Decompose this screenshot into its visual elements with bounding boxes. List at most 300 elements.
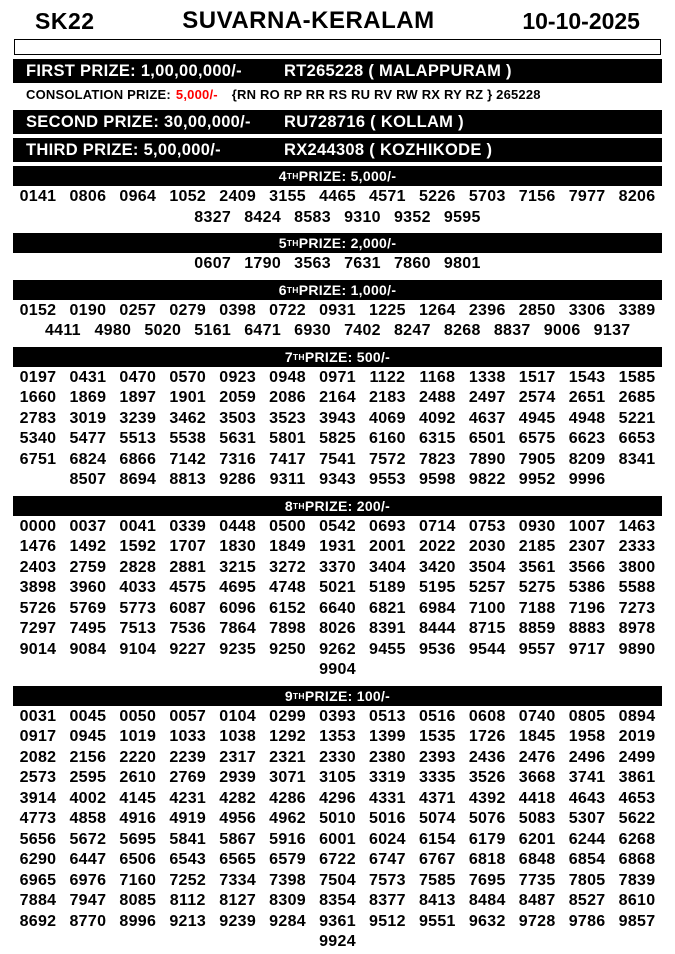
prize-number: 0740: [518, 707, 556, 725]
prize-number: 5010: [319, 810, 356, 827]
prize-number: 0393: [319, 707, 356, 725]
prize-ordinal: 4: [278, 168, 287, 184]
prize-number: 7890: [468, 450, 506, 468]
prize-number: 6506: [119, 851, 157, 868]
prize-number: 7823: [418, 450, 456, 468]
prize-number: 1019: [119, 728, 157, 745]
prize-number: 0542: [319, 517, 356, 535]
prize-number: 0500: [269, 517, 306, 535]
prize-number: 8247: [393, 322, 431, 339]
prize-number: 1492: [69, 538, 107, 555]
prize-number: 7316: [219, 450, 257, 468]
prize-number: 2317: [219, 748, 257, 766]
prize-number: 4695: [219, 579, 257, 596]
prize-title-rest: PRIZE: 5,000/-: [298, 168, 397, 184]
prize-number: 3370: [319, 558, 356, 576]
seventh-prize-numbers: [13, 367, 662, 492]
prize-number: 2059: [219, 389, 257, 406]
sixth-prize-section: [13, 280, 662, 343]
prize-number: 5513: [119, 430, 157, 447]
prize-number: 6447: [69, 851, 107, 868]
prize-number: 3239: [119, 409, 157, 427]
prize-title-rest: PRIZE: 100/-: [304, 687, 391, 704]
prize-number: 1463: [618, 517, 656, 535]
prize-number: 3462: [169, 409, 207, 427]
prize-number: 4571: [369, 188, 406, 205]
prize-number: 5083: [518, 810, 556, 827]
prize-number: 6579: [269, 851, 306, 868]
prize-number: 5801: [269, 430, 306, 447]
prize-number: 0339: [169, 517, 207, 535]
prize-number: 7572: [369, 450, 406, 468]
prize-number: 9904: [319, 661, 356, 678]
prize-number: 1168: [419, 368, 456, 386]
prize-number: 8883: [568, 620, 606, 637]
prize-number: 1038: [219, 728, 257, 745]
prize-number: 9262: [319, 640, 356, 658]
lottery-name: SUVARNA-KERALAM: [182, 7, 435, 34]
prize-number: 3960: [69, 579, 107, 596]
prize-number: 8112: [169, 892, 206, 909]
prize-number: 1707: [169, 538, 207, 555]
prize-number: 3800: [618, 558, 656, 576]
prize-number: 6154: [418, 830, 456, 848]
prize-number: 3526: [468, 769, 506, 786]
second-prize-bar: [13, 110, 662, 134]
prize-number: 2436: [468, 748, 506, 766]
prize-number: 4418: [518, 789, 556, 807]
prize-number: 6001: [319, 830, 356, 848]
prize-number: 0971: [319, 368, 356, 386]
prize-number: 6575: [518, 430, 556, 447]
prize-number: 0722: [269, 301, 306, 319]
prize-number: 2022: [418, 538, 456, 555]
prize-number: 9284: [269, 912, 306, 930]
prize-number: 4916: [119, 810, 157, 827]
prize-number: 2156: [69, 748, 107, 766]
prize-number: 4773: [19, 810, 57, 827]
prize-number: 2685: [618, 389, 656, 406]
prize-number: 5477: [69, 430, 107, 447]
third-prize-label: THIRD PRIZE: 5,00,000/-: [26, 140, 221, 159]
prize-number: 7100: [468, 599, 506, 617]
third-prize-bar: [13, 138, 662, 162]
prize-number: 0448: [219, 517, 257, 535]
prize-number: 3155: [269, 188, 306, 205]
prize-number: 7188: [518, 599, 556, 617]
ninth-prize-header: 9 TH PRIZE: 100/-: [13, 686, 662, 706]
prize-number: 6471: [244, 322, 282, 339]
prize-number: 6818: [468, 851, 506, 868]
prize-number: 2488: [418, 389, 456, 406]
prize-number: 1052: [169, 188, 207, 205]
prize-number: 6024: [369, 830, 406, 848]
prize-number: 7977: [568, 188, 606, 205]
seventh-prize-section: [13, 347, 662, 492]
prize-number: 9924: [319, 933, 356, 950]
prize-number: 1790: [244, 255, 282, 272]
prize-number: 7864: [219, 620, 257, 637]
prize-number: 6965: [19, 871, 57, 889]
prize-number: 2185: [518, 538, 556, 555]
prize-number: 0513: [369, 707, 406, 725]
prize-number: 2409: [219, 188, 257, 205]
prize-number: 2497: [468, 389, 506, 406]
prize-number: 4145: [119, 789, 157, 807]
prize-number: 4331: [369, 789, 406, 807]
prize-number: 2610: [119, 769, 157, 786]
prize-number: 0104: [219, 707, 257, 725]
prize-number: 7504: [319, 871, 356, 889]
prize-number: 0714: [418, 517, 456, 535]
prize-number: 2850: [518, 301, 556, 319]
prize-number: 1399: [369, 728, 406, 745]
seventh-prize-header: 7 TH PRIZE: 500/-: [13, 347, 662, 367]
prize-number: 6543: [169, 851, 207, 868]
prize-number: 4643: [568, 789, 606, 807]
prize-number: 5825: [319, 430, 356, 447]
prize-number: 2496: [568, 748, 606, 766]
prize-number: 5773: [119, 599, 157, 617]
prize-number: 5726: [19, 599, 57, 617]
prize-number: 5275: [518, 579, 556, 596]
prize-number: 3335: [418, 769, 456, 786]
prize-number: 2239: [169, 748, 207, 766]
prize-number: 1897: [119, 389, 157, 406]
ninth-prize-section: [13, 686, 662, 954]
prize-number: 6747: [369, 851, 406, 868]
prize-number: 9343: [319, 471, 356, 488]
prize-number: 3389: [618, 301, 656, 319]
prize-number: 1592: [119, 538, 157, 555]
prize-number: 3566: [568, 558, 606, 576]
masthead: [13, 5, 662, 35]
prize-number: 7585: [418, 871, 456, 889]
prize-number: 6868: [618, 851, 656, 868]
prize-number: 3741: [568, 769, 606, 786]
prize-number: 6751: [19, 450, 57, 468]
blank-divider-box: [14, 39, 661, 55]
prize-number: 5307: [568, 810, 606, 827]
prize-number: 8327: [194, 208, 232, 226]
prize-number: 2019: [618, 728, 656, 745]
prize-number: 8978: [618, 620, 656, 637]
prize-number: 2030: [468, 538, 506, 555]
prize-number: 7735: [518, 871, 556, 889]
eighth-prize-numbers: [13, 516, 662, 682]
prize-number: 6096: [219, 599, 257, 617]
prize-number: 1901: [169, 389, 207, 406]
prize-number: 6244: [568, 830, 606, 848]
prize-number: 4945: [518, 409, 556, 427]
prize-number: 0948: [269, 368, 306, 386]
prize-number: 5588: [618, 579, 656, 596]
prize-number: 8354: [319, 892, 356, 909]
prize-number: 0894: [618, 707, 656, 725]
prize-number: 0945: [69, 728, 107, 745]
prize-number: 9286: [219, 471, 257, 488]
prize-number: 1033: [169, 728, 207, 745]
prize-number: 7402: [344, 322, 381, 339]
prize-number: 8610: [618, 892, 656, 909]
prize-number: 2573: [19, 769, 57, 786]
prize-number: 2164: [319, 389, 356, 406]
third-prize-winner: RX244308 ( KOZHIKODE ): [284, 140, 493, 159]
prize-number: 7695: [468, 871, 506, 889]
prize-number: 4002: [69, 789, 107, 807]
prize-number: 7513: [119, 620, 157, 637]
prize-number: 9822: [468, 471, 506, 488]
prize-number: 9310: [344, 208, 381, 226]
prize-number: 4748: [269, 579, 306, 596]
prize-number: 6653: [618, 430, 656, 447]
prize-number: 7252: [169, 871, 207, 889]
prize-number: 1830: [219, 538, 257, 555]
prize-number: 2082: [19, 748, 57, 766]
fourth-prize-section: [13, 166, 662, 229]
prize-number: 6201: [518, 830, 556, 848]
prize-number: 8694: [119, 471, 157, 488]
prize-number: 9551: [418, 912, 456, 930]
prize-number: 3523: [269, 409, 306, 427]
prize-number: 9595: [443, 208, 481, 226]
prize-number: 4465: [319, 188, 356, 205]
prize-number: 8996: [119, 912, 157, 930]
fifth-prize-header: 5 TH PRIZE: 2,000/-: [13, 233, 662, 253]
prize-number: 6087: [169, 599, 207, 617]
prize-number: 2086: [269, 389, 306, 406]
prize-number: 4575: [169, 579, 207, 596]
prize-number: 1264: [418, 301, 456, 319]
prize-number: 2595: [69, 769, 107, 786]
prize-number: 7573: [369, 871, 406, 889]
prize-number: 4858: [69, 810, 107, 827]
prize-number: 4282: [219, 789, 257, 807]
prize-number: 9006: [543, 322, 581, 339]
prize-number: 8715: [468, 620, 506, 637]
prize-number: 9786: [568, 912, 606, 930]
prize-number: 6152: [269, 599, 306, 617]
prize-number: 5631: [219, 430, 257, 447]
prize-number: 7196: [568, 599, 606, 617]
prize-number: 8377: [369, 892, 406, 909]
prize-number: 3272: [269, 558, 306, 576]
prize-number: 0398: [219, 301, 257, 319]
prize-number: 0000: [19, 517, 57, 535]
prize-number: 2651: [568, 389, 606, 406]
prize-number: 0608: [468, 707, 506, 725]
prize-number: 9239: [219, 912, 257, 930]
prize-number: 0279: [169, 301, 207, 319]
prize-number: 8507: [69, 471, 107, 488]
ninth-prize-numbers: [13, 706, 662, 954]
prize-number: 4980: [94, 322, 132, 339]
prize-number: 9512: [369, 912, 406, 930]
prize-ordinal: 7: [284, 348, 293, 365]
prize-number: 2393: [418, 748, 456, 766]
prize-number: 0516: [418, 707, 456, 725]
prize-number: 5195: [418, 579, 456, 596]
prize-number: 4033: [119, 579, 157, 596]
prize-number: 8424: [244, 208, 282, 226]
prize-number: 8859: [518, 620, 556, 637]
prize-number: 8583: [294, 208, 331, 226]
prize-number: 3563: [294, 255, 331, 272]
prize-number: 7398: [269, 871, 306, 889]
prize-number: 0152: [19, 301, 57, 319]
prize-number: 9952: [518, 471, 556, 488]
consolation-series: {RN RO RP RR RS RU RV RW RX RY RZ } 265228: [231, 87, 541, 102]
prize-number: 6984: [418, 599, 456, 617]
prize-number: 2759: [69, 558, 107, 576]
prize-number: 5226: [418, 188, 456, 205]
prize-number: 8413: [418, 892, 456, 909]
prize-number: 7142: [169, 450, 207, 468]
prize-number: 3105: [319, 769, 356, 786]
lottery-draw-code: SK22: [35, 7, 95, 34]
prize-number: 2574: [518, 389, 556, 406]
sixth-prize-header: 6 TH PRIZE: 1,000/-: [13, 280, 662, 300]
prize-number: 0917: [19, 728, 57, 745]
prize-number: 5867: [219, 830, 257, 848]
prize-number: 5076: [468, 810, 506, 827]
prize-number: 0806: [69, 188, 107, 205]
prize-number: 8444: [418, 620, 456, 637]
prize-number: 1543: [568, 368, 606, 386]
prize-number: 3504: [468, 558, 506, 576]
prize-number: 3561: [518, 558, 556, 576]
prize-number: 0190: [69, 301, 107, 319]
prize-number: 0931: [319, 301, 356, 319]
prize-number: 7898: [269, 620, 306, 637]
prize-number: 5020: [144, 322, 182, 339]
prize-number: 0923: [219, 368, 257, 386]
prize-number: 1931: [319, 538, 356, 555]
prize-number: 9104: [119, 640, 157, 658]
prize-number: 8837: [493, 322, 531, 339]
prize-number: 1007: [568, 517, 606, 535]
prize-number: 5016: [369, 810, 406, 827]
prize-number: 9996: [568, 471, 606, 488]
prize-number: 6824: [69, 450, 107, 468]
prize-number: 9361: [319, 912, 356, 930]
prize-number: 2307: [568, 538, 606, 555]
prize-number: 3861: [618, 769, 656, 786]
prize-number: 5622: [618, 810, 656, 827]
prize-number: 7884: [19, 892, 57, 909]
prize-number: 9213: [169, 912, 207, 930]
prize-number: 5916: [269, 830, 306, 848]
prize-number: 8692: [19, 912, 57, 930]
prize-number: 6821: [369, 599, 406, 617]
prize-number: 9598: [418, 471, 456, 488]
prize-number: 6640: [319, 599, 356, 617]
prize-number: 9728: [518, 912, 556, 930]
prize-ordinal: 6: [278, 281, 287, 298]
prize-number: 9084: [69, 640, 107, 658]
prize-number: 1660: [19, 389, 57, 406]
prize-number: 3668: [518, 769, 556, 786]
prize-number: 4069: [369, 409, 406, 427]
prize-number: 7631: [344, 255, 381, 272]
fourth-prize-numbers: [13, 186, 662, 229]
prize-number: 7905: [518, 450, 556, 468]
prize-number: 0257: [119, 301, 157, 319]
prize-number: 9801: [443, 255, 481, 272]
first-prize-label: FIRST PRIZE: 1,00,00,000/-: [26, 61, 242, 80]
prize-number: 5703: [468, 188, 506, 205]
prize-title-rest: PRIZE: 2,000/-: [298, 235, 397, 251]
prize-number: 4637: [468, 409, 506, 427]
prize-number: 4392: [468, 789, 506, 807]
prize-number: 3319: [369, 769, 406, 786]
prize-number: 7947: [69, 892, 107, 909]
prize-number: 9717: [568, 640, 606, 658]
prize-number: 1849: [269, 538, 306, 555]
prize-number: 0805: [568, 707, 606, 725]
prize-number: 2396: [468, 301, 506, 319]
prize-number: 5841: [169, 830, 207, 848]
prize-number: 3503: [219, 409, 257, 427]
prize-number: 6866: [119, 450, 157, 468]
prize-number: 9890: [618, 640, 656, 658]
prize-number: 8209: [568, 450, 606, 468]
prize-number: 7297: [19, 620, 57, 637]
prize-number: 6290: [19, 851, 57, 868]
prize-number: 8341: [618, 450, 656, 468]
consolation-amount: 5,000/-: [175, 87, 218, 102]
prize-number: 1585: [618, 368, 656, 386]
prize-number: 6565: [219, 851, 257, 868]
prize-number: 9632: [468, 912, 506, 930]
prize-number: 5695: [119, 830, 157, 848]
prize-number: 7541: [319, 450, 356, 468]
prize-number: 5257: [468, 579, 506, 596]
prize-number: 0964: [119, 188, 157, 205]
prize-number: 9536: [418, 640, 456, 658]
prize-number: 4962: [269, 810, 306, 827]
prize-number: 7160: [119, 871, 157, 889]
prize-number: 6179: [468, 830, 506, 848]
prize-number: 7860: [393, 255, 431, 272]
prize-number: 9227: [169, 640, 207, 658]
prize-number: 1353: [319, 728, 356, 745]
prize-number: 7417: [269, 450, 306, 468]
prize-number: 0470: [119, 368, 157, 386]
prize-number: 5221: [618, 409, 656, 427]
prize-number: 4286: [269, 789, 306, 807]
prize-number: 9311: [269, 471, 306, 488]
prize-number: 2380: [369, 748, 406, 766]
prize-number: 1225: [369, 301, 406, 319]
prize-number: 9553: [369, 471, 406, 488]
prize-number: 9014: [19, 640, 57, 658]
prize-number: 0693: [369, 517, 406, 535]
prize-number: 3914: [19, 789, 57, 807]
prize-number: 7839: [618, 871, 656, 889]
prize-number: 5189: [369, 579, 406, 596]
prize-number: 2476: [518, 748, 556, 766]
prize-number: 3404: [369, 558, 406, 576]
prize-number: 3898: [19, 579, 57, 596]
prize-number: 2769: [169, 769, 207, 786]
prize-number: 4919: [169, 810, 207, 827]
prize-ordinal: 5: [278, 235, 287, 251]
prize-number: 4948: [568, 409, 606, 427]
prize-number: 5656: [19, 830, 57, 848]
prize-number: 8487: [518, 892, 556, 909]
prize-number: 4231: [169, 789, 207, 807]
